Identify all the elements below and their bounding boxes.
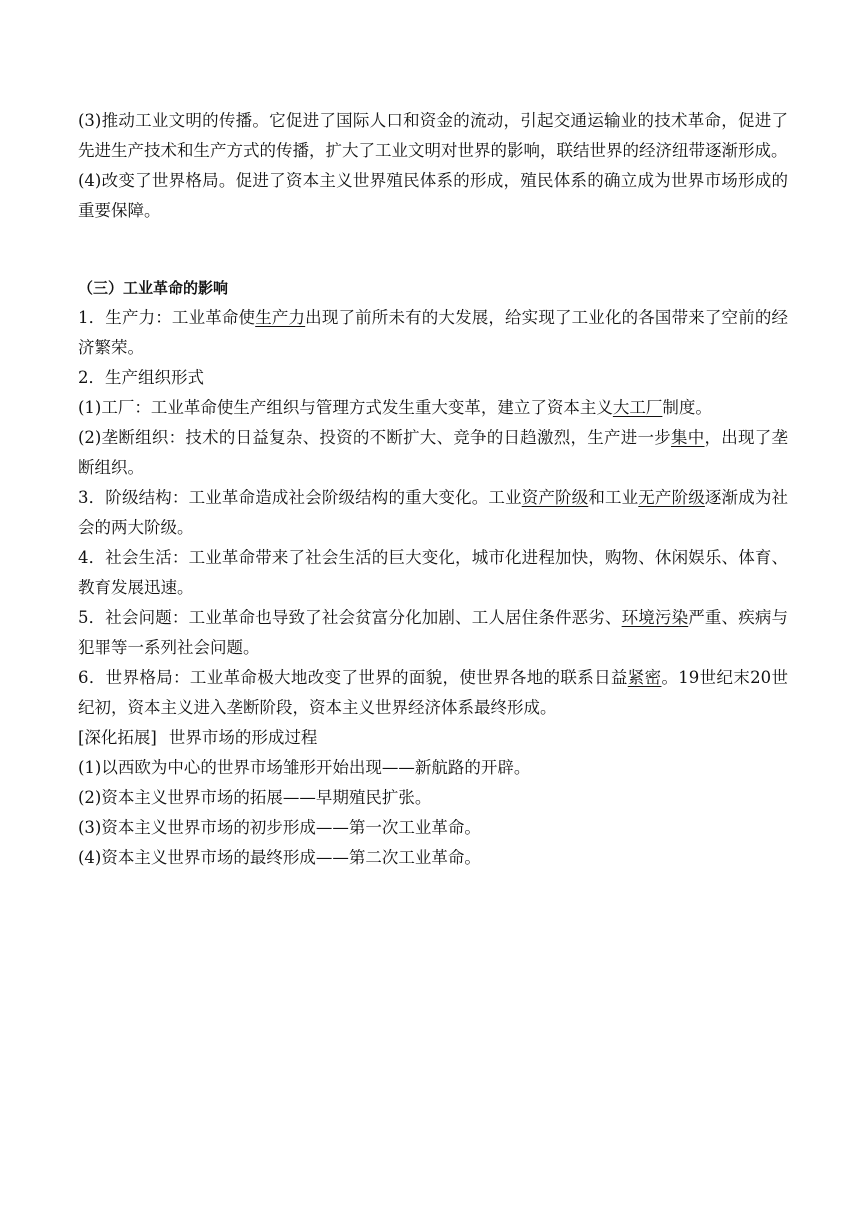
item-monopoly-text-a: (2)垄断组织：技术的日益复杂、投资的不断扩大、竞争的日趋激烈，生产进一步 <box>78 428 672 447</box>
item-social-problems <box>78 603 788 663</box>
item-class-text-c: 逐渐成为社会的两大阶级。 <box>78 488 789 537</box>
item-class-text-b: 和工业 <box>588 488 639 507</box>
underlined-term-productivity: 生产力 <box>255 308 306 327</box>
item-class-structure <box>78 483 788 543</box>
item-social-life: 4．社会生活：工业革命带来了社会生活的巨大变化，城市化进程加快，购物、休闲娱乐、体育、教育发展迅速。 <box>78 548 788 597</box>
underlined-term-bourgeoisie: 资产阶级 <box>521 488 589 507</box>
extension-item: (3)资本主义世界市场的初步形成——第一次工业革命。 <box>78 818 481 837</box>
document-page <box>78 106 788 873</box>
item-productivity <box>78 303 788 363</box>
item-production-organization: 2．生产组织形式 <box>78 368 204 387</box>
item-productivity-text-a: 1．生产力：工业革命使 <box>78 308 256 327</box>
item-problems-text-b: 严重、疾病与犯罪等一系列社会问题。 <box>78 608 789 657</box>
underlined-term-close: 紧密 <box>627 668 662 687</box>
item-monopoly <box>78 423 788 483</box>
extension-label: [深化拓展] <box>78 728 157 747</box>
extension-title: 世界市场的形成过程 <box>168 728 318 747</box>
paragraph-p4: (4)改变了世界格局。促进了资本主义世界殖民体系的形成，殖民体系的确立成为世界市场形成的重要保障。 <box>78 171 788 220</box>
extension-item: (1)以西欧为中心的世界市场雏形开始出现——新航路的开辟。 <box>78 758 531 777</box>
underlined-term-proletariat: 无产阶级 <box>638 488 705 507</box>
paragraph-p3: (3)推动工业文明的传播。它促进了国际人口和资金的流动，引起交通运输业的技术革命，促进了先进生产技术和生产方式的传播，扩大了工业文明对世界的影响，联结世界的经济纽带逐渐形成。 <box>78 111 788 160</box>
section-spacer <box>78 226 788 273</box>
section-heading: （三）工业革命的影响 <box>78 279 229 297</box>
item-factory-text-a: (1)工厂：工业革命使生产组织与管理方式发生重大变革，建立了资本主义 <box>78 398 613 417</box>
underlined-term-concentration: 集中 <box>671 428 705 447</box>
item-monopoly-text-b: ，出现了垄断组织。 <box>78 428 789 477</box>
extension-item: (2)资本主义世界市场的拓展——早期殖民扩张。 <box>78 788 432 807</box>
item-world-pattern <box>78 663 788 723</box>
extension-header <box>78 723 788 753</box>
item-factory-text-b: 制度。 <box>662 398 712 417</box>
item-problems-text-a: 5．社会问题：工业革命也导致了社会贫富分化加剧、工人居住条件恶劣、 <box>78 608 622 627</box>
underlined-term-big-factory: 大工厂 <box>612 398 663 417</box>
item-world-text-b: 。19世纪末20世纪初，资本主义进入垄断阶段，资本主义世界经济体系最终形成。 <box>78 668 789 717</box>
item-factory <box>78 393 788 423</box>
item-productivity-text-b: 出现了前所未有的大发展，给实现了工业化的各国带来了空前的经济繁荣。 <box>78 308 789 357</box>
underlined-term-pollution: 环境污染 <box>621 608 689 627</box>
item-class-text-a: 3．阶级结构：工业革命造成社会阶级结构的重大变化。工业 <box>78 488 522 507</box>
extension-item: (4)资本主义世界市场的最终形成——第二次工业革命。 <box>78 848 481 867</box>
item-world-text-a: 6．世界格局：工业革命极大地改变了世界的面貌，使世界各地的联系日益 <box>78 668 628 687</box>
